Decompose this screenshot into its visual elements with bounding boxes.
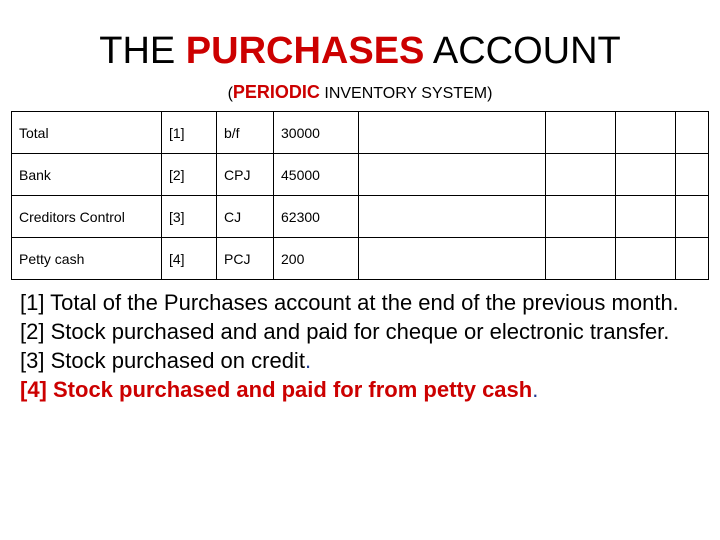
empty-cell (616, 238, 676, 280)
title-highlight: PURCHASES (185, 30, 425, 72)
empty-cell (359, 196, 546, 238)
folio-cell: CPJ (217, 154, 274, 196)
ref-cell: [1] (162, 112, 217, 154)
empty-cell (359, 238, 546, 280)
details-cell: Total (12, 112, 162, 154)
details-cell: Petty cash (12, 238, 162, 280)
note-3 (20, 346, 700, 375)
empty-cell (546, 196, 616, 238)
folio-cell: b/f (217, 112, 274, 154)
note-4 (20, 375, 700, 404)
empty-cell (676, 196, 709, 238)
note-1: [1] Total of the Purchases account at the end of the previous month. (20, 290, 679, 315)
empty-cell (616, 196, 676, 238)
empty-cell (546, 154, 616, 196)
table-row (12, 238, 709, 280)
amount-cell: 30000 (274, 112, 359, 154)
subtitle-highlight: PERIODIC (232, 82, 320, 102)
table-row (12, 196, 709, 238)
table-row (12, 112, 709, 154)
note-2: [2] Stock purchased and and paid for cheque or electronic transfer. (20, 319, 670, 344)
note-3-period: . (304, 348, 312, 373)
note-3-text: [3] Stock purchased on credit (20, 348, 305, 373)
empty-cell (676, 238, 709, 280)
amount-cell: 200 (274, 238, 359, 280)
page-title (0, 30, 720, 73)
page-subtitle (0, 82, 720, 103)
empty-cell (359, 154, 546, 196)
empty-cell (616, 112, 676, 154)
ref-cell: [4] (162, 238, 217, 280)
details-cell: Bank (12, 154, 162, 196)
folio-cell: PCJ (217, 238, 274, 280)
subtitle-rest: INVENTORY SYSTEM) (319, 85, 493, 102)
ref-cell: [3] (162, 196, 217, 238)
empty-cell (676, 154, 709, 196)
empty-cell (546, 238, 616, 280)
amount-cell: 62300 (274, 196, 359, 238)
notes-block (20, 288, 700, 404)
note-4-text: [4] Stock purchased and paid for from petty cash (20, 377, 533, 402)
empty-cell (546, 112, 616, 154)
empty-cell (676, 112, 709, 154)
details-cell: Creditors Control (12, 196, 162, 238)
table-row (12, 154, 709, 196)
subtitle-open: ( (227, 85, 233, 102)
ref-cell: [2] (162, 154, 217, 196)
amount-cell: 45000 (274, 154, 359, 196)
ledger-table (11, 111, 709, 280)
folio-cell: CJ (217, 196, 274, 238)
note-4-period: . (532, 377, 539, 402)
empty-cell (616, 154, 676, 196)
title-prefix: THE (99, 30, 186, 72)
empty-cell (359, 112, 546, 154)
title-suffix: ACCOUNT (424, 30, 621, 72)
